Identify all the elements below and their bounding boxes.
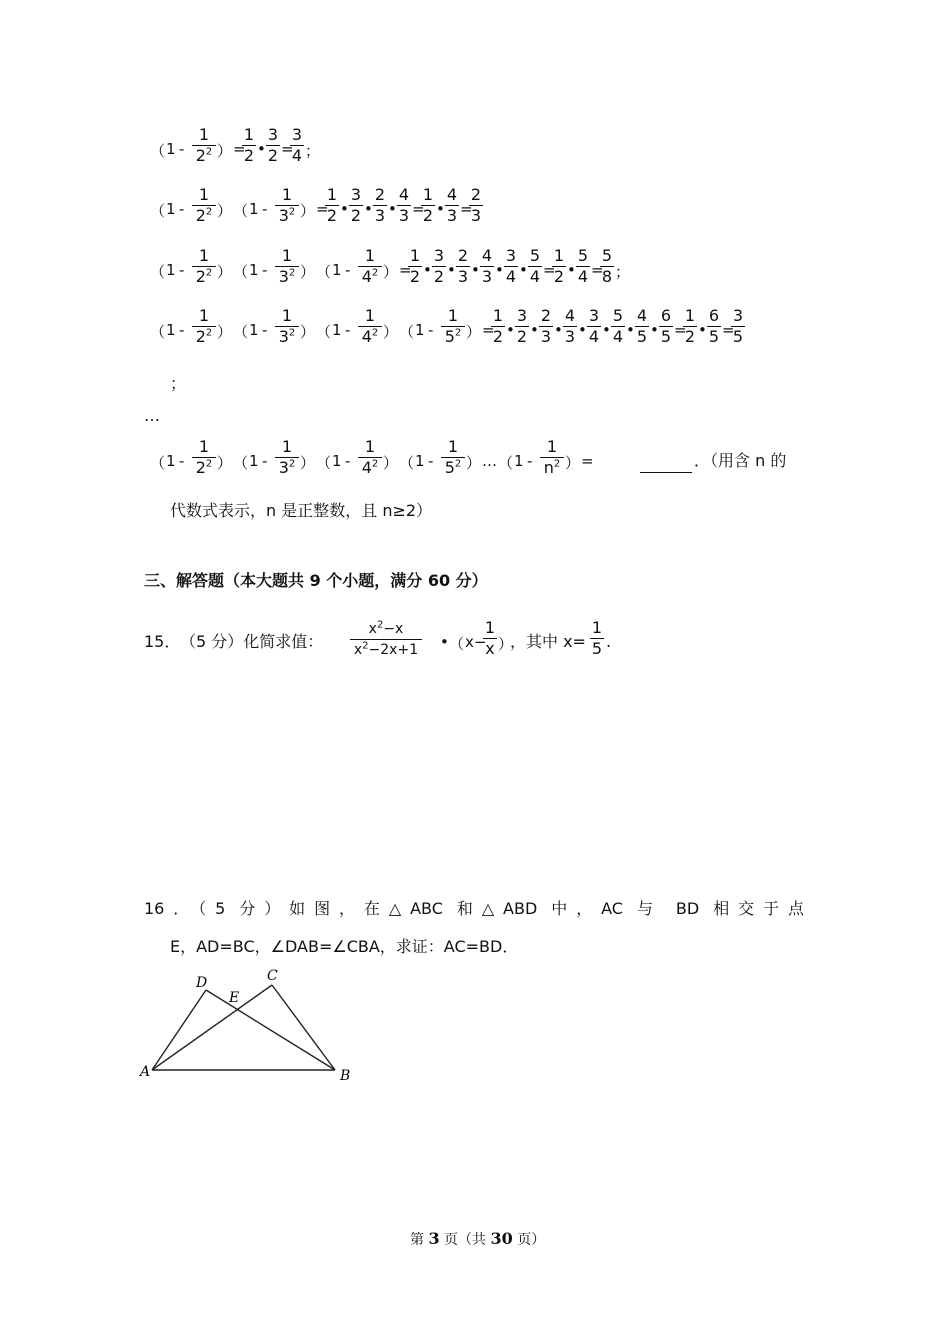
label-d: D: [196, 975, 208, 991]
fraction: 1 $2^2$: [192, 247, 216, 286]
math-symbol: •: [495, 261, 504, 279]
math-symbol: ）: [300, 323, 316, 341]
math-symbol: ）: [498, 635, 514, 653]
math-symbol: 1: [166, 140, 176, 158]
fraction: 1 $4^2$: [358, 438, 382, 477]
math-symbol: −: [474, 633, 487, 651]
math-symbol: •: [626, 321, 635, 339]
math-symbol: ）: [466, 323, 482, 341]
fraction: 1 $3^2$: [275, 247, 299, 286]
segment-ad: [152, 990, 206, 1070]
math-symbol: 1: [249, 200, 259, 218]
math-symbol: （: [233, 202, 249, 220]
math-symbol: -: [262, 321, 268, 339]
fraction: 2 3: [470, 185, 482, 225]
fraction: 1 2: [409, 246, 421, 286]
fraction: 5 8: [601, 246, 613, 286]
math-symbol: •: [602, 321, 611, 339]
math-symbol: ）: [217, 323, 233, 341]
math-symbol: •: [388, 200, 397, 218]
fraction: 1 $n^2$: [540, 438, 564, 477]
math-symbol: ）: [217, 142, 233, 160]
label-e: E: [229, 990, 240, 1006]
math-symbol: -: [262, 200, 268, 218]
fraction: 2 3: [374, 185, 386, 225]
math-symbol: 1: [249, 261, 259, 279]
q15-main-fraction: $x^2-x$ $x^2-2x+1$: [350, 620, 422, 659]
q15-number: 15．: [144, 632, 181, 651]
math-symbol: （: [233, 323, 249, 341]
math-symbol: •: [578, 321, 587, 339]
footer-page-number: 3: [428, 1229, 440, 1248]
math-symbol: ；: [615, 263, 631, 281]
label-b: B: [340, 1068, 351, 1084]
fraction: 1 $2^2$: [192, 186, 216, 225]
fraction: 3 2: [350, 185, 362, 225]
math-symbol: ）: [383, 323, 399, 341]
math-symbol: ）: [300, 263, 316, 281]
math-symbol: -: [428, 321, 434, 339]
math-symbol: •: [423, 261, 432, 279]
math-symbol: •: [554, 321, 563, 339]
math-symbol: =: [581, 452, 594, 470]
fraction: 2 3: [457, 246, 469, 286]
math-symbol: •: [340, 200, 349, 218]
fraction: 6 5: [660, 306, 672, 346]
fraction: 3 2: [433, 246, 445, 286]
q16-line-1: 16．（5 分）如图，在△ABC 和△ABD 中，AC 与 BD 相交于点: [144, 899, 804, 918]
q16-line-2: E，AD=BC，∠DAB=∠CBA，求证：AC=BD．: [170, 937, 519, 956]
section-title: 三、解答题（本大题共 9 个小题，满分 60 分）: [144, 571, 488, 590]
math-symbol: -: [262, 452, 268, 470]
fraction: 1 $4^2$: [358, 247, 382, 286]
math-symbol: ）: [383, 454, 399, 472]
math-symbol: 1: [514, 452, 524, 470]
math-symbol: （: [150, 142, 166, 160]
fraction: 4 3: [446, 185, 458, 225]
question-tail: ．（用含 n 的: [694, 451, 787, 470]
fraction: 3 5: [732, 306, 744, 346]
fraction: 1 $2^2$: [192, 307, 216, 346]
math-symbol: •: [567, 261, 576, 279]
math-symbol: •: [650, 321, 659, 339]
fraction: 5 4: [529, 246, 541, 286]
math-symbol: •: [440, 633, 449, 651]
segment-cb: [272, 985, 335, 1070]
math-symbol: （: [150, 323, 166, 341]
fraction: 3 4: [291, 125, 303, 165]
q15-condition: ，其中 x=: [510, 632, 586, 651]
fraction: 3 4: [505, 246, 517, 286]
q15-score: （5 分）化简求值：: [180, 632, 324, 651]
math-symbol: -: [179, 321, 185, 339]
footer-middle: 页（共: [444, 1232, 487, 1248]
fraction: 1 $3^2$: [275, 438, 299, 477]
math-symbol: =: [722, 321, 735, 339]
math-symbol: ）: [217, 454, 233, 472]
fraction: 1 2: [243, 125, 255, 165]
fraction: 1 $4^2$: [358, 307, 382, 346]
fraction: 1 $2^2$: [192, 438, 216, 477]
math-symbol: =: [674, 321, 687, 339]
math-symbol: （: [498, 454, 514, 472]
math-symbol: -: [179, 140, 185, 158]
fraction: 4 5: [636, 306, 648, 346]
fraction: 4 3: [564, 306, 576, 346]
ellipsis-mark: …: [144, 406, 160, 425]
fraction: 4 3: [398, 185, 410, 225]
math-symbol: ）: [565, 454, 581, 472]
math-symbol: •: [447, 261, 456, 279]
triangle-figure: [130, 960, 370, 1090]
label-a: A: [140, 1064, 151, 1080]
math-symbol: =: [316, 200, 329, 218]
math-symbol: （: [150, 202, 166, 220]
math-symbol: •: [436, 200, 445, 218]
fraction: 1 2: [684, 306, 696, 346]
fraction: 1 2: [553, 246, 565, 286]
footer-suffix: 页）: [517, 1232, 546, 1248]
math-symbol: 1: [249, 452, 259, 470]
math-symbol: •: [471, 261, 480, 279]
fraction: 4 3: [481, 246, 493, 286]
math-symbol: -: [179, 200, 185, 218]
fraction: 1 2: [492, 306, 504, 346]
math-symbol: •: [364, 200, 373, 218]
math-symbol: …: [482, 452, 497, 470]
footer-total-pages: 30: [490, 1229, 513, 1248]
fraction: 5 4: [612, 306, 624, 346]
math-symbol: 1: [166, 321, 176, 339]
math-symbol: ）: [217, 202, 233, 220]
math-symbol: -: [345, 452, 351, 470]
math-symbol: 1: [332, 261, 342, 279]
math-symbol: =: [281, 140, 294, 158]
fraction: 5 4: [577, 246, 589, 286]
page-footer: [410, 1229, 545, 1249]
fraction: 3 2: [516, 306, 528, 346]
math-symbol: =: [591, 261, 604, 279]
math-symbol: 1: [166, 200, 176, 218]
math-symbol: •: [519, 261, 528, 279]
math-symbol: -: [262, 261, 268, 279]
math-symbol: •: [257, 140, 266, 158]
question-line-2: 代数式表示，n 是正整数，且 n≥2）: [170, 501, 433, 520]
math-symbol: 1: [332, 452, 342, 470]
fraction: 1 x: [484, 618, 496, 658]
math-symbol: 1: [166, 452, 176, 470]
math-symbol: •: [506, 321, 515, 339]
answer-blank[interactable]: [640, 472, 692, 473]
math-symbol: （: [399, 454, 415, 472]
fraction: 1 2: [422, 185, 434, 225]
math-symbol: （: [316, 454, 332, 472]
fraction: 1 5: [591, 618, 603, 658]
math-symbol: ）: [466, 454, 482, 472]
math-symbol: -: [345, 321, 351, 339]
math-symbol: ）: [300, 202, 316, 220]
fraction: 6 5: [708, 306, 720, 346]
math-symbol: 1: [415, 452, 425, 470]
math-symbol: =: [460, 200, 473, 218]
math-symbol: （: [150, 263, 166, 281]
fraction: 1 $3^2$: [275, 186, 299, 225]
math-symbol: 1: [166, 261, 176, 279]
math-symbol: 1: [332, 321, 342, 339]
fraction: 2 3: [540, 306, 552, 346]
math-symbol: =: [543, 261, 556, 279]
fraction: 3 4: [588, 306, 600, 346]
math-symbol: =: [412, 200, 425, 218]
math-symbol: （: [233, 454, 249, 472]
fraction: 3 2: [267, 125, 279, 165]
label-c: C: [267, 968, 278, 984]
math-symbol: =: [233, 140, 246, 158]
segment-db: [206, 990, 335, 1070]
math-symbol: =: [399, 261, 412, 279]
math-symbol: ；: [305, 142, 321, 160]
math-symbol: -: [179, 452, 185, 470]
math-symbol: ）: [300, 454, 316, 472]
math-symbol: （: [316, 263, 332, 281]
math-symbol: 1: [415, 321, 425, 339]
math-symbol: -: [179, 261, 185, 279]
segment-ac: [152, 985, 272, 1070]
q15-end: .: [606, 632, 612, 651]
math-symbol: 1: [249, 321, 259, 339]
footer-prefix: 第: [410, 1232, 424, 1248]
math-symbol: •: [698, 321, 707, 339]
math-symbol: -: [345, 261, 351, 279]
math-symbol: ）: [383, 263, 399, 281]
math-symbol: （: [233, 263, 249, 281]
fraction: 1 2: [326, 185, 338, 225]
fraction: 1 $5^2$: [441, 307, 465, 346]
math-symbol: （: [449, 635, 465, 653]
fraction: 1 $5^2$: [441, 438, 465, 477]
math-symbol: （: [316, 323, 332, 341]
math-symbol: -: [527, 452, 533, 470]
math-symbol: x: [465, 633, 474, 651]
math-symbol: ）: [217, 263, 233, 281]
math-symbol: （: [399, 323, 415, 341]
math-symbol: •: [530, 321, 539, 339]
fraction: 1 $3^2$: [275, 307, 299, 346]
fraction: 1 $2^2$: [192, 126, 216, 165]
math-symbol: =: [482, 321, 495, 339]
math-symbol: -: [428, 452, 434, 470]
math-symbol: （: [150, 454, 166, 472]
semicolon-mark: ；: [170, 374, 187, 393]
